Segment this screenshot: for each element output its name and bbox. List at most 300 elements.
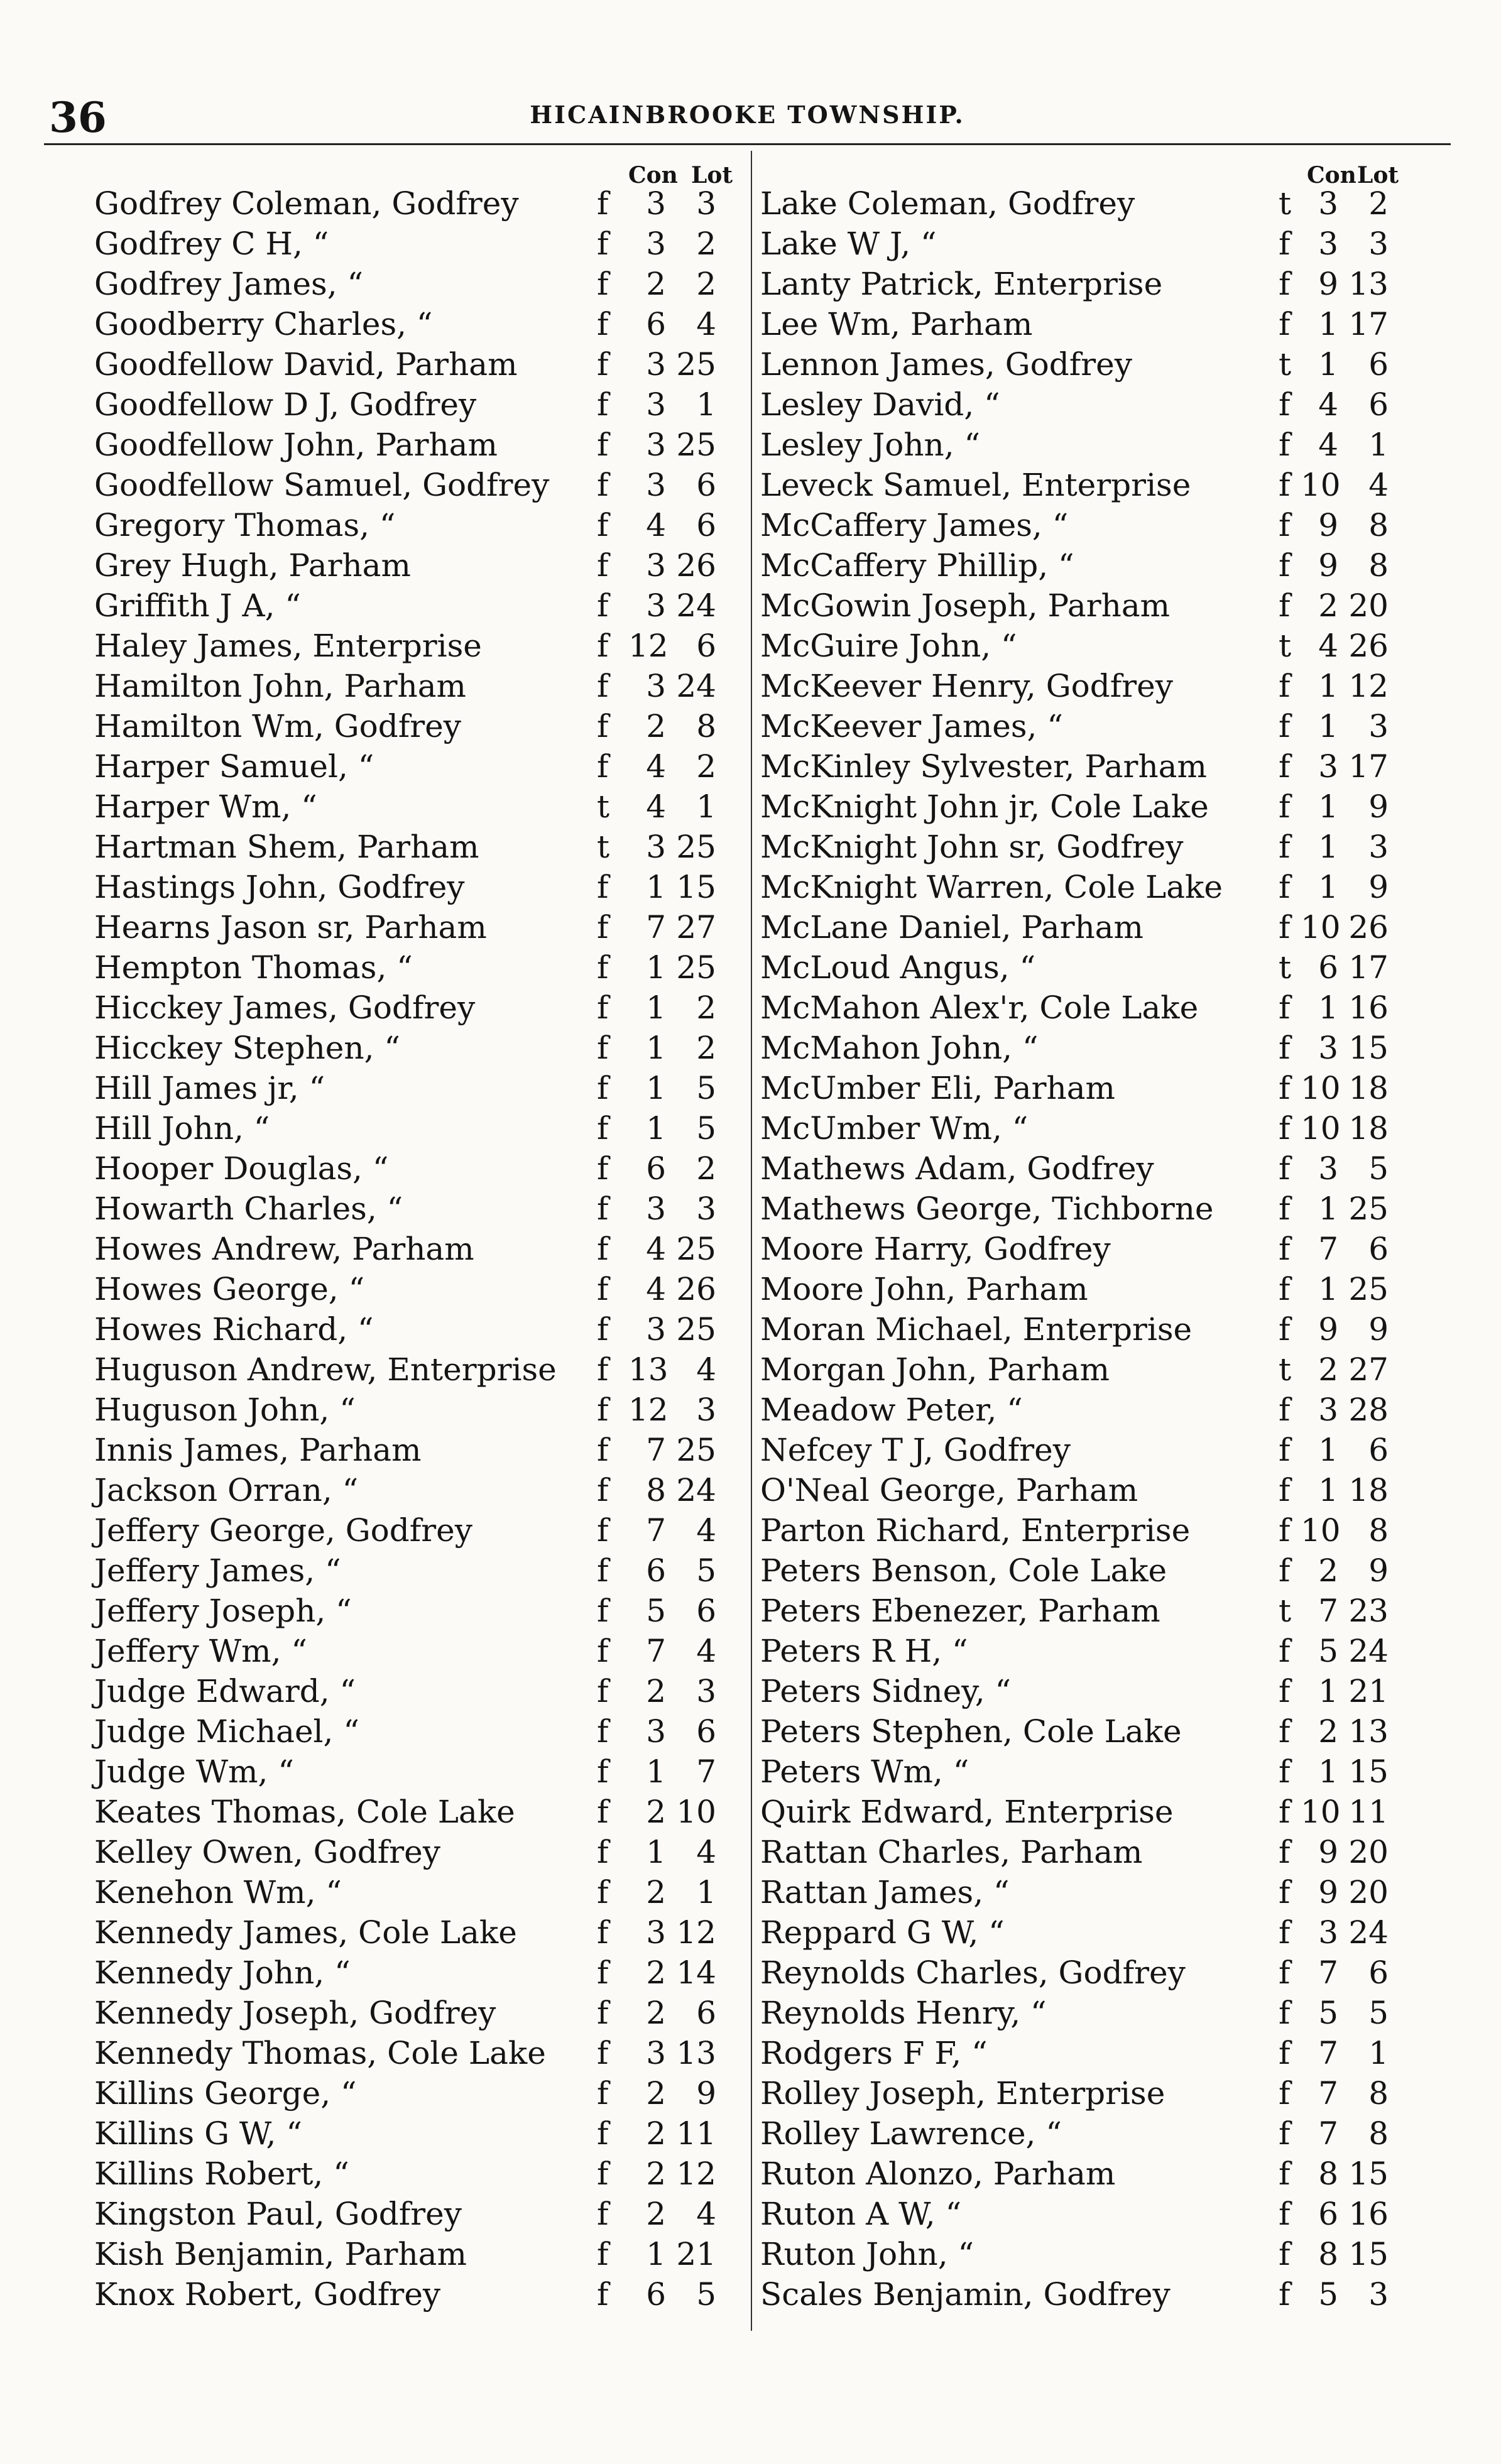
directory-entry [760,545,1395,586]
concession-number: 5 [646,1593,666,1629]
directory-entry [94,1349,798,1390]
tenure-code: f [1279,266,1291,302]
lot-number: 1 [1368,2035,1389,2071]
entry-name: Killins G W, “ [94,2115,302,2152]
lot-number: 2 [1368,185,1389,222]
concession-number: 4 [646,748,666,785]
entry-name: Judge Edward, “ [94,1673,356,1709]
tenure-code: f [1279,1432,1291,1468]
concession-number: 1 [1318,1191,1338,1227]
directory-entry [760,1229,1395,1269]
entry-name: Kenehon Wm, “ [94,1874,342,1911]
directory-entry [94,827,798,867]
directory-entry [760,2154,1395,2194]
entry-name: Hastings John, Godfrey [94,869,465,905]
concession-number: 3 [1318,226,1338,262]
directory-entry [94,626,798,666]
directory-entry [94,1872,798,1912]
lot-number: 7 [696,1753,716,1790]
lot-number: 6 [1368,1432,1389,1468]
concession-number: 4 [646,1231,666,1267]
concession-number: 2 [646,1954,666,1991]
tenure-code: f [1279,427,1291,463]
concession-number: 12 [628,1392,669,1428]
concession-number: 9 [1318,1834,1338,1870]
lot-number: 28 [1348,1392,1389,1428]
concession-number: 6 [646,1552,666,1589]
entry-name: Moran Michael, Enterprise [760,1311,1193,1348]
lot-number: 18 [1348,1070,1389,1106]
entry-name: Huguson John, “ [94,1392,356,1428]
concession-number: 2 [646,1874,666,1911]
tenure-code: f [1279,467,1291,503]
lot-header: Lot [691,162,733,188]
entry-name: Hamilton John, Parham [94,668,466,704]
lot-number: 3 [696,1673,716,1709]
directory-entry [760,1269,1395,1309]
entry-name: McCaffery Phillip, “ [760,547,1074,584]
concession-number: 9 [1318,1311,1338,1348]
concession-number: 4 [646,1271,666,1307]
directory-entry [94,1068,798,1108]
entry-name: Peters Ebenezer, Parham [760,1593,1160,1629]
concession-number: 7 [1318,1231,1338,1267]
lot-number: 25 [676,949,716,986]
concession-number: 3 [1318,1030,1338,1066]
entry-name: Hartman Shem, Parham [94,829,479,865]
concession-number: 4 [1318,386,1338,423]
tenure-code: f [1279,226,1291,262]
lot-number: 17 [1348,949,1389,986]
tenure-code: t [1279,185,1292,222]
concession-number: 3 [646,587,666,624]
lot-number: 1 [696,386,716,423]
lot-number: 25 [676,829,716,865]
lot-number: 5 [696,1110,716,1147]
lot-number: 24 [676,587,716,624]
directory-entry [94,1229,798,1269]
lot-number: 13 [676,2035,716,2071]
tenure-code: f [1279,1552,1291,1589]
directory-entry [94,746,798,787]
tenure-code: f [1279,1874,1291,1911]
entry-name: Godfrey James, “ [94,266,364,302]
lot-number: 11 [676,2115,716,2152]
tenure-code: f [597,1552,609,1589]
entry-name: Parton Richard, Enterprise [760,1512,1191,1549]
entry-name: McCaffery James, “ [760,507,1069,543]
directory-entry [94,2033,798,2073]
tenure-code: f [597,1954,609,1991]
directory-entry [94,1752,798,1792]
lot-number: 12 [1348,668,1389,704]
tenure-code: f [1279,306,1291,342]
lot-number: 4 [696,306,716,342]
tenure-code: f [1279,668,1291,704]
lot-number: 15 [1348,1030,1389,1066]
concession-number: 4 [646,788,666,825]
entry-name: Morgan John, Parham [760,1351,1110,1388]
entry-name: Grey Hugh, Parham [94,547,411,584]
lot-number: 24 [1348,1633,1389,1669]
lot-number: 25 [676,1432,716,1468]
entry-name: Jeffery George, Godfrey [94,1512,473,1549]
entry-name: Jeffery Wm, “ [94,1633,307,1669]
tenure-code: f [1279,869,1291,905]
lot-number: 25 [676,1311,716,1348]
directory-entry [94,2274,798,2314]
lot-number: 5 [1368,1995,1389,2031]
concession-number: 2 [646,2075,666,2112]
entry-name: Innis James, Parham [94,1432,422,1468]
concession-number: 2 [1318,587,1338,624]
right-entries [760,183,1395,2314]
directory-entry [760,2073,1395,2113]
concession-number: 1 [646,1753,666,1790]
entry-name: Peters Benson, Cole Lake [760,1552,1167,1589]
concession-number: 1 [646,1030,666,1066]
entry-name: Reynolds Henry, “ [760,1995,1047,2031]
concession-number: 1 [1318,346,1338,383]
directory-entry [760,706,1395,746]
tenure-code: f [1279,909,1291,946]
concession-number: 1 [646,1070,666,1106]
directory-entry [760,2033,1395,2073]
entry-name: McLoud Angus, “ [760,949,1036,986]
concession-number: 1 [646,949,666,986]
concession-number: 7 [1318,2115,1338,2152]
concession-number: 3 [646,226,666,262]
tenure-code: f [597,1753,609,1790]
lot-number: 26 [676,547,716,584]
entry-name: Huguson Andrew, Enterprise [94,1351,557,1388]
directory-entry [94,787,798,827]
concession-number: 5 [1318,1633,1338,1669]
concession-number: 3 [646,346,666,383]
concession-number: 1 [1318,1432,1338,1468]
entry-name: Goodfellow D J, Godfrey [94,386,477,423]
tenure-code: f [597,2035,609,2071]
concession-number: 9 [1318,266,1338,302]
lot-number: 3 [1368,226,1389,262]
directory-entry [760,1510,1395,1551]
concession-number: 2 [646,2156,666,2192]
concession-number: 9 [1318,507,1338,543]
concession-number: 3 [646,668,666,704]
tenure-code: f [1279,547,1291,584]
entry-name: Rolley Joseph, Enterprise [760,2075,1165,2112]
lot-number: 25 [676,427,716,463]
directory-entry [760,1671,1395,1711]
concession-number: 3 [646,1311,666,1348]
tenure-code: f [1279,1954,1291,1991]
tenure-code: f [1279,2115,1291,2152]
concession-number: 1 [1318,306,1338,342]
concession-number: 13 [628,1351,669,1388]
tenure-code: f [597,989,609,1026]
directory-entry [760,1631,1395,1671]
left-entries [94,183,798,2314]
directory-entry [94,2073,798,2113]
tenure-code: f [597,1231,609,1267]
tenure-code: f [597,1874,609,1911]
directory-entry [760,505,1395,545]
concession-number: 3 [646,427,666,463]
directory-entry [94,1591,798,1631]
entry-name: Reynolds Charles, Godfrey [760,1954,1186,1991]
concession-number: 10 [1301,1794,1341,1830]
lot-number: 24 [676,668,716,704]
tenure-code: f [1279,587,1291,624]
concession-number: 7 [1318,1593,1338,1629]
concession-number: 1 [646,989,666,1026]
tenure-code: f [597,1834,609,1870]
concession-number: 1 [1318,1472,1338,1508]
tenure-code: f [1279,1070,1291,1106]
concession-number: 10 [1301,909,1341,946]
directory-entry [760,425,1395,465]
tenure-code: f [1279,1311,1291,1348]
lot-number: 17 [1348,748,1389,785]
tenure-code: f [597,587,609,624]
lot-number: 15 [1348,1753,1389,1790]
concession-number: 6 [1318,2196,1338,2232]
lot-number: 25 [1348,1271,1389,1307]
directory-entry [94,1912,798,1953]
concession-number: 1 [1318,989,1338,1026]
lot-number: 12 [676,2156,716,2192]
lot-number: 9 [1368,1552,1389,1589]
tenure-code: f [597,628,609,664]
concession-number: 3 [646,386,666,423]
directory-entry [760,947,1395,988]
concession-number: 2 [646,708,666,744]
entry-name: Kennedy John, “ [94,1954,351,1991]
tenure-code: f [597,1392,609,1428]
entry-name: Peters Wm, “ [760,1753,969,1790]
tenure-code: f [1279,1633,1291,1669]
directory-entry [94,1470,798,1510]
entry-name: Judge Michael, “ [94,1713,359,1750]
entry-name: Quirk Edward, Enterprise [760,1794,1174,1830]
concession-number: 5 [1318,2276,1338,2313]
lot-number: 27 [1348,1351,1389,1388]
lot-number: 15 [1348,2156,1389,2192]
tenure-code: f [597,1110,609,1147]
entry-name: McLane Daniel, Parham [760,909,1143,946]
tenure-code: f [597,547,609,584]
lot-number: 9 [696,2075,716,2112]
tenure-code: f [1279,1472,1291,1508]
entry-name: McKnight John sr, Godfrey [760,829,1184,865]
directory-entry [760,2113,1395,2154]
tenure-code: f [597,1995,609,2031]
lot-number: 21 [676,2236,716,2272]
directory-entry [94,2234,798,2274]
concession-number: 1 [1318,1753,1338,1790]
right-column [760,146,1399,2314]
directory-entry [760,304,1395,344]
entry-name: Lanty Patrick, Enterprise [760,266,1163,302]
lot-number: 5 [696,1552,716,1589]
entry-name: Mathews George, Tichborne [760,1191,1214,1227]
directory-entry [760,2274,1395,2314]
lot-number: 8 [1368,507,1389,543]
entry-name: Rolley Lawrence, “ [760,2115,1062,2152]
directory-entry [760,465,1395,505]
directory-entry [760,1551,1395,1591]
lot-number: 6 [1368,1954,1389,1991]
entry-name: McMahon John, “ [760,1030,1039,1066]
tenure-code: f [597,1794,609,1830]
directory-entry [760,1068,1395,1108]
concession-number: 3 [646,1914,666,1951]
tenure-code: f [597,306,609,342]
directory-entry [94,1953,798,1993]
tenure-code: f [1279,1150,1291,1187]
concession-number: 2 [646,266,666,302]
tenure-code: f [1279,2236,1291,2272]
directory-entry [760,1993,1395,2033]
directory-entry [760,183,1395,224]
concession-number: 1 [1318,869,1338,905]
tenure-code: f [1279,1191,1291,1227]
entry-name: Kennedy Thomas, Cole Lake [94,2035,546,2071]
entry-name: McUmber Eli, Parham [760,1070,1115,1106]
entry-name: McGowin Joseph, Parham [760,587,1171,624]
directory-entry [760,384,1395,425]
tenure-code: t [597,788,610,825]
lot-number: 1 [1368,427,1389,463]
tenure-code: f [597,386,609,423]
tenure-code: f [597,2276,609,2313]
tenure-code: f [597,2075,609,2112]
lot-number: 12 [676,1914,716,1951]
directory-entry [94,2113,798,2154]
directory-entry [760,1189,1395,1229]
lot-number: 14 [676,1954,716,1991]
tenure-code: t [1279,346,1292,383]
entry-name: Haley James, Enterprise [94,628,482,664]
directory-entry [760,666,1395,706]
lot-number: 9 [1368,1311,1389,1348]
lot-number: 21 [1348,1673,1389,1709]
con-header: Con [628,162,678,188]
lot-number: 8 [696,708,716,744]
directory-entry [94,1792,798,1832]
concession-number: 2 [646,1673,666,1709]
lot-number: 25 [676,1231,716,1267]
lot-number: 3 [1368,829,1389,865]
tenure-code: f [597,346,609,383]
directory-entry [94,1671,798,1711]
tenure-code: f [1279,507,1291,543]
entry-name: Reppard G W, “ [760,1914,1005,1951]
directory-entry [760,1390,1395,1430]
tenure-code: f [1279,386,1291,423]
lot-number: 11 [1348,1794,1389,1830]
directory-entry [760,787,1395,827]
concession-number: 2 [646,1794,666,1830]
tenure-code: f [597,266,609,302]
lot-number: 2 [696,226,716,262]
entry-name: Lesley David, “ [760,386,1000,423]
directory-entry [94,947,798,988]
directory-entry [760,1953,1395,1993]
directory-entry [94,1510,798,1551]
tenure-code: f [1279,1392,1291,1428]
directory-entry [94,1832,798,1872]
directory-entry [760,1148,1395,1189]
concession-number: 7 [1318,2035,1338,2071]
concession-number: 5 [1318,1995,1338,2031]
entry-name: Scales Benjamin, Godfrey [760,2276,1171,2313]
directory-entry [760,1711,1395,1752]
concession-number: 2 [1318,1552,1338,1589]
directory-entry [94,1108,798,1148]
entry-name: Kingston Paul, Godfrey [94,2196,462,2232]
tenure-code: f [1279,788,1291,825]
concession-number: 6 [646,306,666,342]
lot-number: 8 [1368,547,1389,584]
lot-number: 27 [676,909,716,946]
lot-number: 6 [696,1713,716,1750]
directory-entry [94,1993,798,2033]
directory-entry [760,1470,1395,1510]
page-number: 36 [49,93,107,142]
entry-name: Hill James jr, “ [94,1070,325,1106]
entry-name: Howarth Charles, “ [94,1191,403,1227]
concession-number: 3 [1318,748,1338,785]
lot-number: 18 [1348,1110,1389,1147]
tenure-code: f [597,2196,609,2232]
lot-number: 4 [696,1633,716,1669]
directory-entry [760,1872,1395,1912]
entry-name: Ruton John, “ [760,2236,974,2272]
tenure-code: f [597,1191,609,1227]
lot-number: 8 [1368,2075,1389,2112]
tenure-code: f [597,909,609,946]
concession-number: 1 [1318,1673,1338,1709]
concession-number: 2 [1318,1713,1338,1750]
concession-number: 2 [1318,1351,1338,1388]
concession-number: 7 [646,909,666,946]
lot-number: 4 [696,1351,716,1388]
entry-name: Goodfellow David, Parham [94,346,518,383]
lot-number: 6 [1368,386,1389,423]
lot-number: 25 [676,346,716,383]
concession-number: 10 [1301,1110,1341,1147]
directory-entry [94,1711,798,1752]
directory-entry [760,1349,1395,1390]
directory-entry [760,264,1395,304]
page-header [44,74,1451,145]
entry-name: McKnight John jr, Cole Lake [760,788,1209,825]
lot-number: 2 [696,1030,716,1066]
lot-number: 23 [1348,1593,1389,1629]
directory-entry [94,1390,798,1430]
directory-entry [760,586,1395,626]
lot-number: 24 [676,1472,716,1508]
directory-entry [94,183,798,224]
directory-entry [760,626,1395,666]
entry-name: Peters Stephen, Cole Lake [760,1713,1182,1750]
concession-number: 7 [646,1512,666,1549]
lot-number: 20 [1348,587,1389,624]
tenure-code: f [597,1914,609,1951]
tenure-code: f [597,226,609,262]
concession-number: 4 [646,507,666,543]
